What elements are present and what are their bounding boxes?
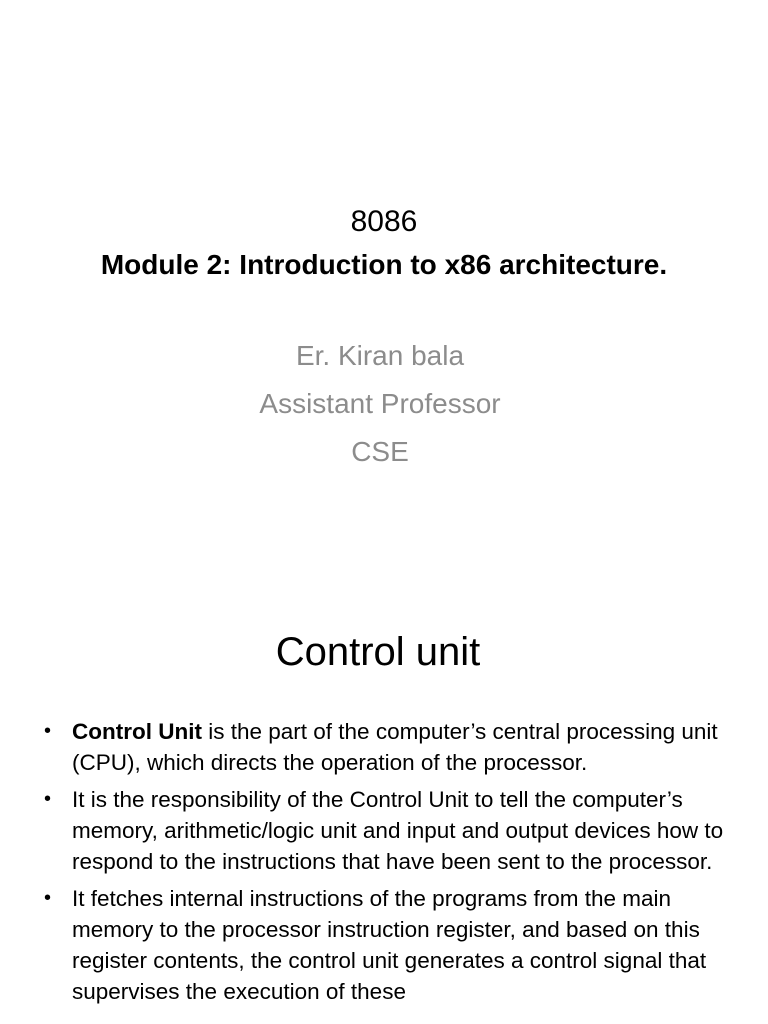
author-role: Assistant Professor [259, 388, 501, 419]
author-block [0, 332, 760, 476]
bullet-item [44, 716, 724, 778]
bullet-item [44, 784, 724, 877]
bullet-list [44, 716, 724, 1013]
slide-title: Control unit [275, 630, 481, 674]
author-name: Er. Kiran bala [295, 340, 465, 371]
slide-title-number: 8086 [350, 205, 418, 238]
author-department: CSE [351, 436, 409, 467]
title-block [0, 202, 768, 288]
bullet-item [44, 883, 724, 1007]
bullet-text: It fetches internal instructions of the programs from the main memory to the processor instruction register, and based on this register contents, the control unit generates a control signal that supervises the execution of these [72, 886, 707, 1004]
bullet-lead: Control Unit [72, 719, 202, 744]
slide-title-module: Module 2: Introduction to x86 architecture. [100, 249, 668, 280]
bullet-text: is the part of the computer’s central processing unit (CPU), which directs the operation of the processor. [72, 719, 718, 775]
bullet-icon: • [44, 887, 52, 909]
bullet-icon: • [44, 788, 52, 810]
bullet-icon: • [44, 720, 52, 742]
bullet-text: It is the responsibility of the Control Unit to tell the computer’s memory, arithmetic/logic unit and input and output devices how to respond to the instructions that have been sent to the processor. [72, 787, 724, 874]
content-slide [0, 576, 768, 1024]
